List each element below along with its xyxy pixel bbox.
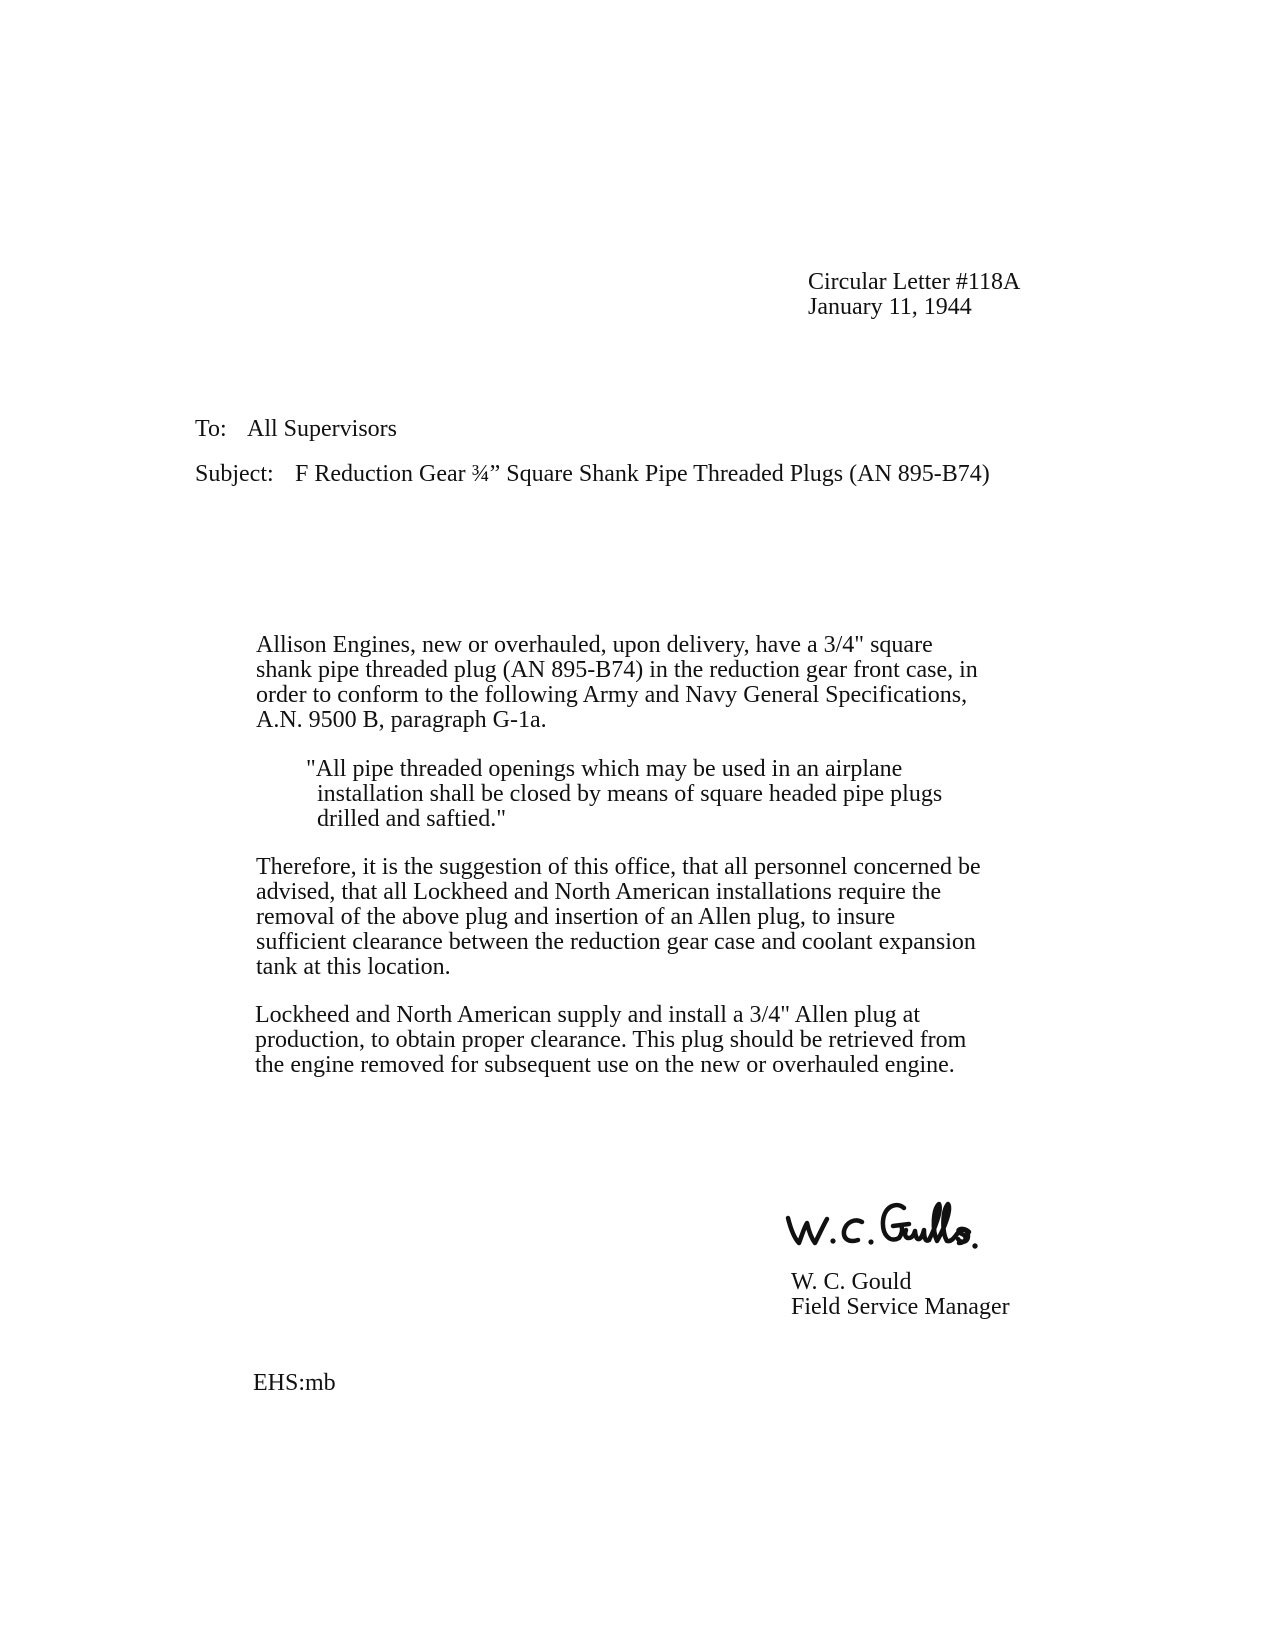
to-label: To: [195, 416, 227, 442]
body-line: A.N. 9500 B, paragraph G-1a. [256, 707, 547, 733]
body-line: shank pipe threaded plug (AN 895-B74) in the reduction gear front case, in [256, 657, 978, 683]
handwritten-signature [782, 1196, 1002, 1258]
circular-number: Circular Letter #118A [808, 269, 1021, 295]
body-paragraph-2 [256, 855, 981, 980]
quote-line: drilled and saftied." [317, 806, 507, 832]
subject-line [195, 461, 990, 488]
signer-name: W. C. Gould [791, 1269, 912, 1295]
body-paragraph-1 [256, 633, 978, 733]
to-value: All Supervisors [247, 416, 397, 442]
quote-line: "All pipe threaded openings which may be used in an airplane [306, 756, 903, 782]
quote-line: installation shall be closed by means of square headed pipe plugs [317, 781, 943, 807]
body-paragraph-3 [255, 1003, 966, 1078]
body-line: the engine removed for subsequent use on the new or overhauled engine. [255, 1052, 955, 1078]
letter-header [808, 270, 1020, 320]
body-line: sufficient clearance between the reduction gear case and coolant expansion [256, 929, 976, 955]
subject-label: Subject: [195, 461, 274, 487]
body-line: order to conform to the following Army and Navy General Specifications, [256, 682, 968, 708]
signature-block [791, 1270, 1010, 1320]
body-line: Therefore, it is the suggestion of this office, that all personnel concerned be [256, 854, 981, 880]
subject-value: F Reduction Gear ¾” Square Shank Pipe Threaded Plugs (AN 895-B74) [295, 461, 990, 487]
to-line [195, 416, 397, 443]
specification-quote [306, 757, 942, 832]
body-line: tank at this location. [256, 954, 451, 980]
body-line: production, to obtain proper clearance. This plug should be retrieved from [255, 1027, 967, 1053]
letter-date: January 11, 1944 [808, 294, 972, 320]
body-line: removal of the above plug and insertion of an Allen plug, to insure [256, 904, 896, 930]
reference-initials: EHS:mb [253, 1370, 336, 1396]
body-line: Lockheed and North American supply and install a 3/4" Allen plug at [255, 1002, 920, 1028]
body-line: advised, that all Lockheed and North American installations require the [256, 879, 942, 905]
signer-title: Field Service Manager [791, 1294, 1010, 1320]
body-line: Allison Engines, new or overhauled, upon delivery, have a 3/4" square [256, 632, 933, 658]
